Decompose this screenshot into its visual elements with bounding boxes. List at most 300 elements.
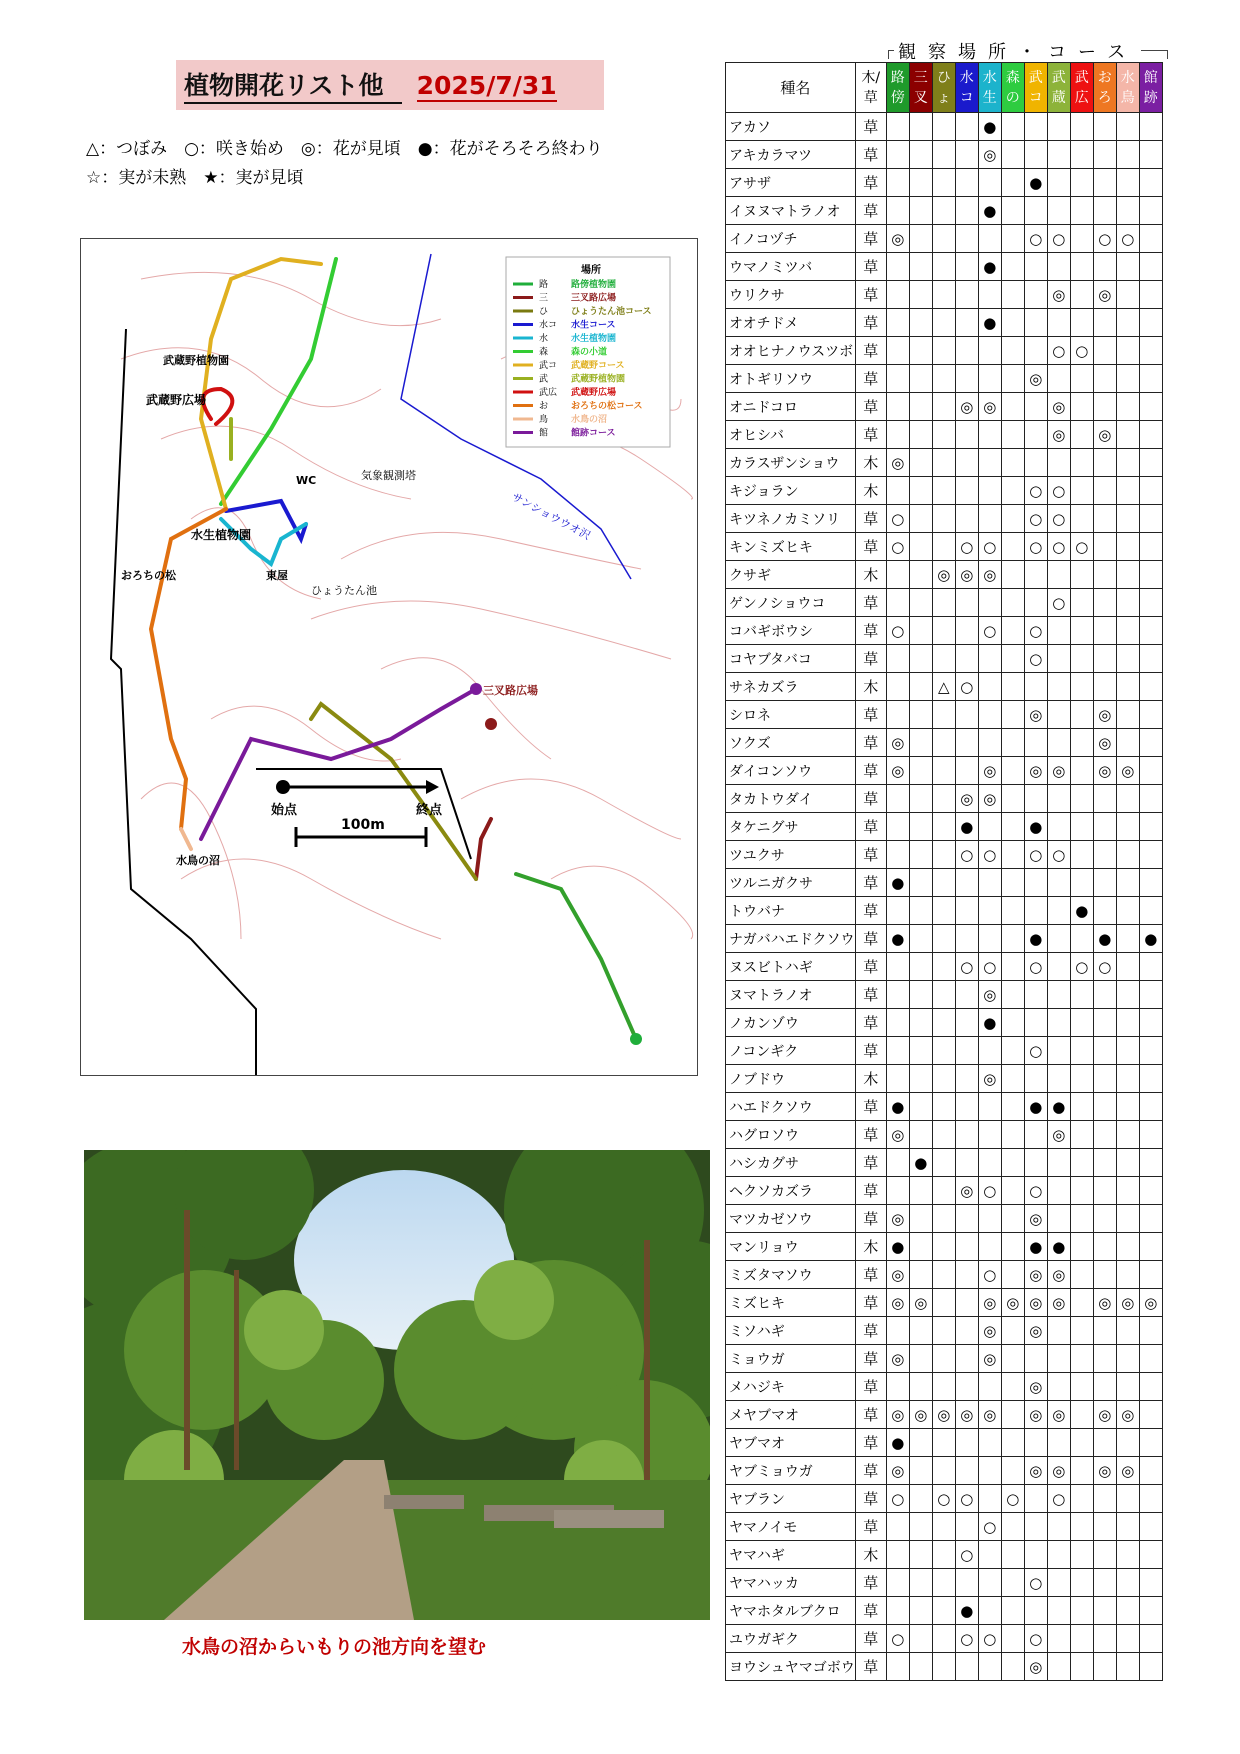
bloom-status-cell bbox=[1024, 785, 1047, 813]
bloom-status-cell bbox=[1093, 841, 1116, 869]
bloom-status-cell bbox=[1047, 337, 1070, 365]
bloom-status-cell bbox=[886, 1401, 909, 1429]
bloom-status-cell bbox=[909, 533, 932, 561]
bloom-status-cell bbox=[1047, 645, 1070, 673]
bloom-status-cell bbox=[1001, 337, 1024, 365]
bloom-status-cell bbox=[1047, 225, 1070, 253]
bloom-status-cell bbox=[1047, 1233, 1070, 1261]
bloom-status-cell bbox=[955, 729, 978, 757]
plant-type: 草 bbox=[855, 1401, 886, 1429]
plant-name: シロネ bbox=[726, 701, 856, 729]
table-row bbox=[726, 1317, 1163, 1345]
bloom-status-cell bbox=[978, 1149, 1001, 1177]
bloom-status-cell bbox=[886, 1485, 909, 1513]
bloom-status-cell bbox=[1047, 1345, 1070, 1373]
bloom-status-cell bbox=[1024, 1653, 1047, 1681]
bloom-status-cell bbox=[1070, 701, 1093, 729]
bloom-status-cell bbox=[932, 1093, 955, 1121]
bloom-status-cell bbox=[978, 1177, 1001, 1205]
bloom-status-cell bbox=[1116, 1289, 1139, 1317]
bloom-status-cell bbox=[1116, 1205, 1139, 1233]
plant-name: タカトウダイ bbox=[726, 785, 856, 813]
bloom-status-cell bbox=[1093, 1373, 1116, 1401]
bloom-status-cell bbox=[978, 1597, 1001, 1625]
bloom-status-cell bbox=[932, 785, 955, 813]
bloom-status-cell bbox=[1024, 841, 1047, 869]
bloom-status-cell bbox=[932, 1541, 955, 1569]
bloom-status-cell bbox=[1093, 869, 1116, 897]
bloom-status-cell bbox=[1116, 1653, 1139, 1681]
bloom-status-cell bbox=[932, 645, 955, 673]
bloom-status-cell bbox=[886, 925, 909, 953]
plant-name: ヤマホタルブクロ bbox=[726, 1597, 856, 1625]
bloom-status-cell bbox=[886, 841, 909, 869]
bloom-status-cell bbox=[1070, 1009, 1093, 1037]
bloom-status-mark: ○ bbox=[891, 1629, 905, 1648]
bloom-status-cell bbox=[1001, 673, 1024, 701]
bloom-status-cell bbox=[955, 1205, 978, 1233]
bloom-status-cell bbox=[909, 645, 932, 673]
page-date: 2025/7/31 bbox=[416, 71, 557, 100]
bloom-status-cell bbox=[1047, 1093, 1070, 1121]
bloom-status-cell bbox=[1093, 617, 1116, 645]
bloom-status-cell bbox=[886, 1009, 909, 1037]
plant-name: キジョラン bbox=[726, 477, 856, 505]
bloom-status-cell bbox=[1093, 1429, 1116, 1457]
bloom-status-cell bbox=[909, 1205, 932, 1233]
bloom-status-cell bbox=[886, 477, 909, 505]
plant-type: 草 bbox=[855, 1317, 886, 1345]
plant-type: 草 bbox=[855, 617, 886, 645]
bloom-status-cell bbox=[886, 561, 909, 589]
bloom-status-cell bbox=[886, 701, 909, 729]
bloom-status-cell bbox=[886, 1513, 909, 1541]
bloom-status-cell bbox=[1001, 1429, 1024, 1457]
map-legend-header: 場所 bbox=[581, 265, 601, 276]
bloom-status-cell bbox=[955, 1373, 978, 1401]
bloom-status-cell bbox=[1070, 113, 1093, 141]
bloom-status-cell bbox=[978, 1457, 1001, 1485]
bloom-status-cell bbox=[1070, 393, 1093, 421]
bloom-status-cell bbox=[909, 757, 932, 785]
bloom-status-cell bbox=[886, 1065, 909, 1093]
bloom-status-mark: ● bbox=[1098, 929, 1112, 948]
bloom-status-cell bbox=[932, 477, 955, 505]
bloom-status-mark: ○ bbox=[1052, 341, 1066, 360]
bloom-status-cell bbox=[886, 1261, 909, 1289]
bloom-status-cell bbox=[1001, 1149, 1024, 1177]
bloom-status-cell bbox=[1116, 1121, 1139, 1149]
bloom-status-cell bbox=[978, 1541, 1001, 1569]
bloom-status-cell bbox=[886, 1429, 909, 1457]
bloom-status-cell bbox=[1093, 337, 1116, 365]
plant-name: ヌスビトハギ bbox=[726, 953, 856, 981]
sanshiro-label: サンショウウオ沢 bbox=[509, 490, 593, 543]
bloom-status-mark: ◎ bbox=[983, 1349, 997, 1368]
location-column-label: 水生 bbox=[982, 69, 997, 106]
bloom-status-mark: ○ bbox=[983, 1629, 997, 1648]
bloom-status-mark: ● bbox=[1052, 1097, 1066, 1116]
bloom-status-mark: ○ bbox=[1075, 341, 1089, 360]
plant-name: ソクズ bbox=[726, 729, 856, 757]
bloom-status-cell bbox=[1093, 1317, 1116, 1345]
bloom-status-cell bbox=[1139, 365, 1162, 393]
bloom-status-cell bbox=[1001, 1373, 1024, 1401]
bloom-status-cell bbox=[932, 1037, 955, 1065]
plant-name: ミソハギ bbox=[726, 1317, 856, 1345]
bloom-status-mark: ◎ bbox=[891, 1405, 905, 1424]
bloom-status-cell bbox=[909, 1597, 932, 1625]
bloom-status-cell bbox=[978, 589, 1001, 617]
bloom-status-cell bbox=[1024, 1177, 1047, 1205]
hyotan-label: ひょうたん池 bbox=[311, 584, 377, 597]
location-column-header bbox=[1116, 63, 1139, 113]
map-legend-name: 三叉路広場 bbox=[571, 293, 617, 304]
table-row bbox=[726, 869, 1163, 897]
bloom-status-cell bbox=[978, 1289, 1001, 1317]
bloom-status-cell bbox=[1139, 813, 1162, 841]
bloom-status-cell bbox=[1116, 1065, 1139, 1093]
bloom-status-cell bbox=[1093, 225, 1116, 253]
bloom-status-cell bbox=[886, 729, 909, 757]
plant-type: 草 bbox=[855, 1429, 886, 1457]
bloom-status-cell bbox=[1024, 365, 1047, 393]
bloom-status-cell bbox=[1093, 561, 1116, 589]
bloom-status-cell bbox=[955, 1317, 978, 1345]
bloom-status-cell bbox=[978, 1373, 1001, 1401]
plant-type: 木 bbox=[855, 673, 886, 701]
bloom-status-cell bbox=[1047, 589, 1070, 617]
bloom-status-cell bbox=[978, 617, 1001, 645]
bloom-status-cell bbox=[1047, 841, 1070, 869]
table-row bbox=[726, 393, 1163, 421]
bloom-status-cell bbox=[955, 981, 978, 1009]
bloom-status-mark: ◎ bbox=[1098, 1461, 1112, 1480]
bloom-status-mark: ◎ bbox=[914, 1405, 928, 1424]
table-row bbox=[726, 1457, 1163, 1485]
bloom-status-cell bbox=[886, 225, 909, 253]
bloom-status-cell bbox=[1093, 953, 1116, 981]
bloom-status-cell bbox=[932, 365, 955, 393]
map-legend-name: 水鳥の沼 bbox=[571, 415, 608, 425]
bloom-status-cell bbox=[1024, 141, 1047, 169]
bloom-status-mark: ◎ bbox=[914, 1293, 928, 1312]
table-row bbox=[726, 953, 1163, 981]
bloom-status-cell bbox=[886, 393, 909, 421]
bloom-status-mark: ◎ bbox=[1098, 733, 1112, 752]
bloom-status-cell bbox=[886, 1541, 909, 1569]
bloom-status-cell bbox=[1024, 281, 1047, 309]
bloom-status-cell bbox=[1070, 1177, 1093, 1205]
bloom-status-cell bbox=[886, 617, 909, 645]
bloom-status-cell bbox=[886, 1149, 909, 1177]
plant-name: ウマノミツバ bbox=[726, 253, 856, 281]
map-legend-name: 水生コース bbox=[571, 320, 616, 331]
bloom-status-mark: ◎ bbox=[960, 565, 974, 584]
bloom-status-cell bbox=[909, 1541, 932, 1569]
bloom-status-cell bbox=[978, 1037, 1001, 1065]
bloom-status-cell bbox=[909, 925, 932, 953]
table-row bbox=[726, 281, 1163, 309]
bloom-status-cell bbox=[955, 757, 978, 785]
bloom-status-cell bbox=[955, 1345, 978, 1373]
bloom-status-cell bbox=[1070, 757, 1093, 785]
bloom-status-cell bbox=[1001, 1597, 1024, 1625]
bloom-status-cell bbox=[1116, 757, 1139, 785]
bloom-status-cell bbox=[1024, 589, 1047, 617]
bloom-status-cell bbox=[909, 1513, 932, 1541]
plant-name: ハシカグサ bbox=[726, 1149, 856, 1177]
bloom-status-cell bbox=[1093, 141, 1116, 169]
table-row bbox=[726, 1569, 1163, 1597]
bloom-status-cell bbox=[1093, 1597, 1116, 1625]
bloom-status-mark: ◎ bbox=[891, 1349, 905, 1368]
bloom-status-cell bbox=[932, 309, 955, 337]
bloom-status-cell bbox=[1047, 561, 1070, 589]
bloom-status-cell bbox=[1093, 505, 1116, 533]
bloom-status-cell bbox=[978, 1513, 1001, 1541]
orochi-label: おろちの松 bbox=[121, 569, 176, 582]
bloom-status-cell bbox=[886, 365, 909, 393]
bloom-status-cell bbox=[1139, 757, 1162, 785]
plant-name: オトギリソウ bbox=[726, 365, 856, 393]
bloom-status-cell bbox=[978, 673, 1001, 701]
bloom-status-mark: ● bbox=[891, 1097, 905, 1116]
table-row bbox=[726, 1065, 1163, 1093]
bloom-status-cell bbox=[1001, 1653, 1024, 1681]
bloom-status-cell bbox=[1001, 1065, 1024, 1093]
bloom-status-cell bbox=[1024, 197, 1047, 225]
bloom-status-cell bbox=[1093, 1625, 1116, 1653]
bloom-status-cell bbox=[1001, 253, 1024, 281]
bloom-status-cell bbox=[1024, 981, 1047, 1009]
arrow-head-icon bbox=[426, 780, 439, 794]
plant-type: 草 bbox=[855, 1513, 886, 1541]
bloom-status-mark: ◎ bbox=[1052, 1293, 1066, 1312]
bloom-status-mark: ◎ bbox=[1121, 1293, 1135, 1312]
bloom-status-cell bbox=[1001, 421, 1024, 449]
table-row bbox=[726, 925, 1163, 953]
bloom-status-cell bbox=[909, 113, 932, 141]
azumaya-label: 東屋 bbox=[266, 569, 288, 582]
plant-name: ハグロソウ bbox=[726, 1121, 856, 1149]
table-row bbox=[726, 757, 1163, 785]
bloom-status-mark: ○ bbox=[1029, 481, 1043, 500]
bloom-status-mark: ○ bbox=[1098, 957, 1112, 976]
bloom-status-cell bbox=[909, 813, 932, 841]
table-row bbox=[726, 701, 1163, 729]
bloom-status-cell bbox=[909, 1485, 932, 1513]
bloom-status-cell bbox=[1093, 1177, 1116, 1205]
map-legend-name: 武蔵野コース bbox=[571, 361, 625, 371]
bloom-status-mark: ◎ bbox=[1029, 1293, 1043, 1312]
bloom-status-cell bbox=[955, 1429, 978, 1457]
bloom-status-cell bbox=[955, 617, 978, 645]
bloom-status-cell bbox=[886, 869, 909, 897]
bloom-status-cell bbox=[886, 589, 909, 617]
bloom-status-cell bbox=[1093, 421, 1116, 449]
bloom-status-cell bbox=[1001, 1513, 1024, 1541]
location-column-header bbox=[909, 63, 932, 113]
bloom-status-cell bbox=[932, 1233, 955, 1261]
bloom-status-cell bbox=[1047, 1541, 1070, 1569]
bloom-status-mark: ◎ bbox=[1029, 761, 1043, 780]
bloom-status-cell bbox=[1001, 477, 1024, 505]
bloom-status-cell bbox=[932, 1429, 955, 1457]
bloom-status-cell bbox=[886, 981, 909, 1009]
plant-type: 草 bbox=[855, 1653, 886, 1681]
bloom-status-cell bbox=[932, 897, 955, 925]
bloom-status-cell bbox=[1070, 1429, 1093, 1457]
bloom-status-mark: ◎ bbox=[1098, 425, 1112, 444]
bloom-status-cell bbox=[1116, 533, 1139, 561]
bloom-status-cell bbox=[1001, 225, 1024, 253]
location-column-label: 館跡 bbox=[1143, 69, 1158, 106]
bloom-status-cell bbox=[1116, 197, 1139, 225]
table-row bbox=[726, 505, 1163, 533]
bloom-status-mark: ○ bbox=[1098, 229, 1112, 248]
bloom-status-cell bbox=[932, 1653, 955, 1681]
bloom-status-cell bbox=[1024, 1345, 1047, 1373]
bloom-status-cell bbox=[1139, 169, 1162, 197]
bloom-status-cell bbox=[1047, 1597, 1070, 1625]
bloom-status-cell bbox=[1139, 1625, 1162, 1653]
table-row bbox=[726, 1093, 1163, 1121]
bloom-status-cell bbox=[932, 169, 955, 197]
bloom-status-mark: ◎ bbox=[1052, 1265, 1066, 1284]
bloom-status-cell bbox=[1093, 309, 1116, 337]
bloom-status-mark: ○ bbox=[1075, 537, 1089, 556]
bloom-status-cell bbox=[1024, 477, 1047, 505]
bloom-status-cell bbox=[1047, 1513, 1070, 1541]
bloom-status-cell bbox=[978, 897, 1001, 925]
bloom-status-cell bbox=[932, 1121, 955, 1149]
bloom-status-cell bbox=[1070, 1401, 1093, 1429]
table-row bbox=[726, 1261, 1163, 1289]
symbol-legend-line-2: ☆：実が未熟 ★：実が見頃 bbox=[86, 168, 304, 188]
bloom-status-cell bbox=[1139, 225, 1162, 253]
table-row bbox=[726, 729, 1163, 757]
sansaro-label: 三叉路広場 bbox=[483, 684, 538, 697]
bloom-status-cell bbox=[886, 897, 909, 925]
location-column-label: 武コ bbox=[1028, 69, 1043, 106]
bloom-status-cell bbox=[1001, 981, 1024, 1009]
bloom-status-cell bbox=[1116, 589, 1139, 617]
table-row bbox=[726, 533, 1163, 561]
bloom-status-cell bbox=[909, 1009, 932, 1037]
map-legend-name: 館跡コース bbox=[571, 428, 616, 439]
plant-type: 草 bbox=[855, 701, 886, 729]
plant-name: ヤブラン bbox=[726, 1485, 856, 1513]
map-legend-abbr: 森 bbox=[539, 347, 549, 358]
bloom-status-cell bbox=[1024, 337, 1047, 365]
plant-name: コヤブタバコ bbox=[726, 645, 856, 673]
map-legend-abbr: お bbox=[539, 401, 549, 412]
table-row bbox=[726, 253, 1163, 281]
bloom-status-mark: ● bbox=[914, 1153, 928, 1172]
bloom-status-cell bbox=[1093, 1121, 1116, 1149]
bloom-status-cell bbox=[1139, 1457, 1162, 1485]
bloom-status-cell bbox=[1047, 113, 1070, 141]
bloom-status-mark: ○ bbox=[1029, 649, 1043, 668]
bloom-status-cell bbox=[1047, 1401, 1070, 1429]
bloom-status-cell bbox=[932, 1513, 955, 1541]
bloom-status-cell bbox=[1139, 1261, 1162, 1289]
bloom-status-cell bbox=[1024, 1429, 1047, 1457]
plant-name: イノコヅチ bbox=[726, 225, 856, 253]
bloom-status-cell bbox=[978, 141, 1001, 169]
plant-name: キンミズヒキ bbox=[726, 533, 856, 561]
bloom-status-mark: ○ bbox=[1052, 593, 1066, 612]
bloom-status-cell bbox=[978, 421, 1001, 449]
table-row bbox=[726, 141, 1163, 169]
map-legend-abbr: 水 bbox=[539, 334, 549, 344]
bloom-status-mark: ◎ bbox=[983, 1293, 997, 1312]
bloom-status-cell bbox=[909, 953, 932, 981]
bloom-status-cell bbox=[932, 953, 955, 981]
bloom-status-cell bbox=[932, 1009, 955, 1037]
bloom-status-cell bbox=[978, 253, 1001, 281]
bloom-status-cell bbox=[1024, 813, 1047, 841]
bloom-status-mark: ● bbox=[983, 117, 997, 136]
bloom-status-cell bbox=[1024, 1597, 1047, 1625]
bloom-status-mark: ○ bbox=[1029, 1181, 1043, 1200]
bloom-status-cell bbox=[1093, 813, 1116, 841]
bloom-status-cell bbox=[1139, 841, 1162, 869]
bloom-status-cell bbox=[1070, 337, 1093, 365]
location-column-label: ひょ bbox=[936, 69, 951, 106]
bloom-status-mark: ◎ bbox=[891, 229, 905, 248]
plant-type: 草 bbox=[855, 309, 886, 337]
bloom-status-cell bbox=[1070, 617, 1093, 645]
bloom-status-cell bbox=[1047, 785, 1070, 813]
bloom-status-cell bbox=[1047, 1009, 1070, 1037]
bloom-status-cell bbox=[1047, 141, 1070, 169]
bloom-status-cell bbox=[909, 1149, 932, 1177]
bloom-status-mark: ○ bbox=[960, 957, 974, 976]
map-legend-name: 路傍植物園 bbox=[571, 280, 617, 290]
bloom-status-mark: ◎ bbox=[1029, 705, 1043, 724]
bloom-status-cell bbox=[909, 1653, 932, 1681]
table-row bbox=[726, 1485, 1163, 1513]
table-row bbox=[726, 561, 1163, 589]
bloom-status-mark: ○ bbox=[1052, 481, 1066, 500]
bloom-status-cell bbox=[1093, 1289, 1116, 1317]
bloom-status-cell bbox=[909, 897, 932, 925]
bloom-status-cell bbox=[1116, 1037, 1139, 1065]
bloom-status-mark: ○ bbox=[983, 1181, 997, 1200]
bloom-status-cell bbox=[909, 1261, 932, 1289]
page-title: 植物開花リスト他 bbox=[184, 66, 402, 104]
bloom-status-cell bbox=[955, 449, 978, 477]
location-column-header bbox=[1001, 63, 1024, 113]
bloom-status-cell bbox=[978, 1401, 1001, 1429]
location-column-header bbox=[1024, 63, 1047, 113]
bloom-status-cell bbox=[1070, 561, 1093, 589]
bloom-status-cell bbox=[909, 981, 932, 1009]
bloom-status-cell bbox=[1024, 1149, 1047, 1177]
bloom-status-cell bbox=[1093, 1065, 1116, 1093]
bloom-status-cell bbox=[1001, 1233, 1024, 1261]
bloom-status-cell bbox=[1001, 141, 1024, 169]
bloom-status-cell bbox=[909, 169, 932, 197]
bloom-status-cell bbox=[1024, 449, 1047, 477]
bloom-status-cell bbox=[978, 337, 1001, 365]
map-legend-abbr: 三 bbox=[539, 293, 549, 304]
table-row bbox=[726, 337, 1163, 365]
plant-type: 木 bbox=[855, 449, 886, 477]
bloom-status-mark: ◎ bbox=[891, 1293, 905, 1312]
